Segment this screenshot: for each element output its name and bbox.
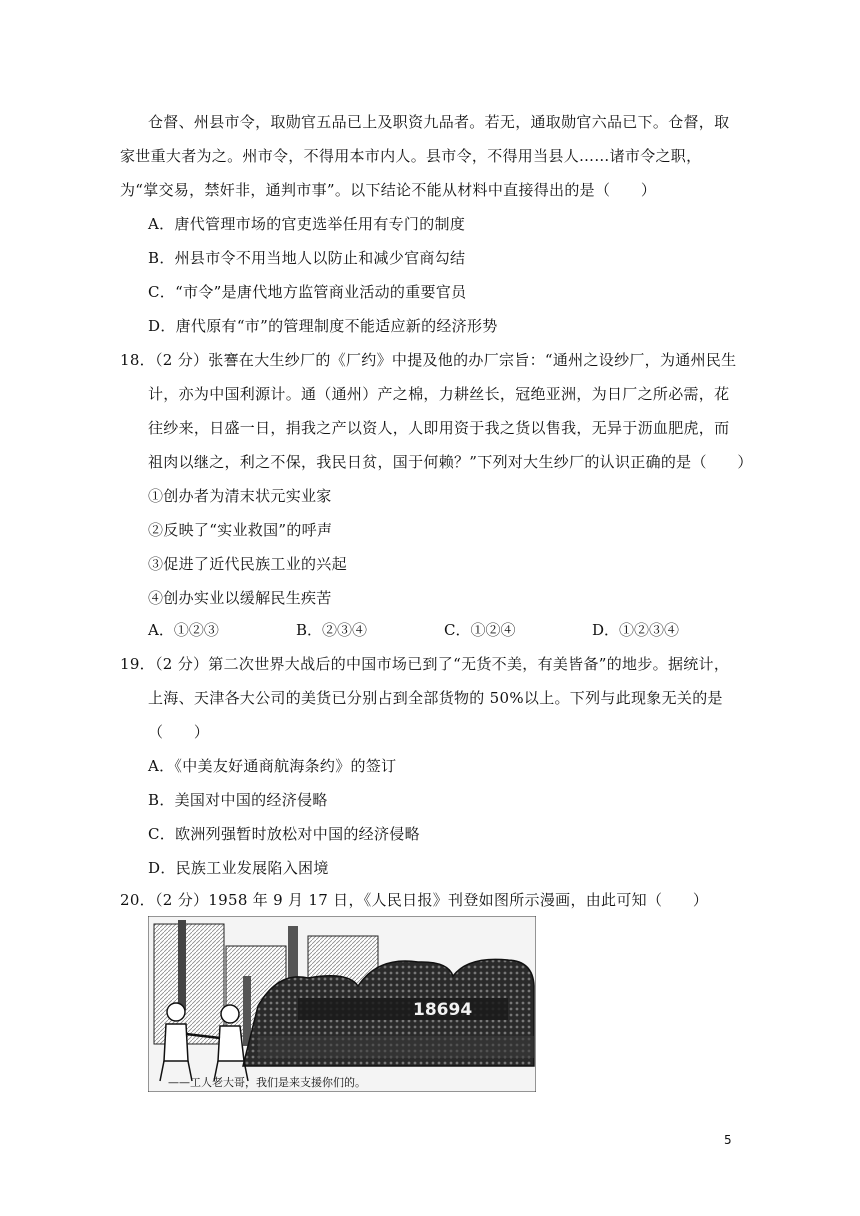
choice-c: C．①②④	[444, 621, 516, 639]
question-19-stem: 上海、天津各大公司的美货已分别占到全部货物的 50%以上。下列与此现象无关的是	[148, 689, 723, 707]
cartoon-banner-number: 18694	[413, 1000, 473, 1020]
option-d: D．民族工业发展陷入困境	[148, 859, 329, 877]
option-a: A．《中美友好通商航海条约》的签订	[148, 757, 397, 775]
choice-b: B．②③④	[296, 621, 368, 639]
question-20-stem: 20．（2 分）1958 年 9 月 17 日，《人民日报》刊登如图所示漫画，由此可知（ ）	[120, 891, 709, 909]
passage-line: 为“掌交易，禁奸非，通判市事”。以下结论不能从材料中直接得出的是（ ）	[120, 181, 657, 199]
option-b: B．州县市令不用当地人以防止和减少官商勾结	[148, 249, 466, 267]
passage-line: 仓督、州县市令，取勋官五品已上及职资九品者。若无，通取勋官六品已下。仓督，取	[148, 113, 730, 131]
choice-a: A．①②③	[148, 621, 219, 639]
option-c: C．“市令”是唐代地方监管商业活动的重要官员	[148, 283, 467, 301]
option-c: C．欧洲列强暂时放松对中国的经济侵略	[148, 825, 420, 843]
question-18-item: ②反映了“实业救国”的呼声	[148, 521, 333, 539]
question-18-stem: 计，亦为中国利源计。通（通州）产之棉，力耕丝长，冠绝亚洲，为日厂之所必需，花	[148, 385, 730, 403]
passage-line: 家世重大者为之。州市令，不得用本市内人。县市令，不得用当县人……诸市令之职，	[120, 147, 702, 165]
question-19-stem: （ ）	[148, 723, 210, 741]
question-18-stem: 祖肉以继之，利之不保，我民日贫，国于何赖？”下列对大生纱厂的认识正确的是（ ）	[148, 453, 753, 471]
option-d: D．唐代原有“市”的管理制度不能适应新的经济形势	[148, 317, 498, 335]
question-18-choices	[148, 620, 728, 640]
choice-d: D．①②③④	[592, 621, 680, 639]
question-18-item: ③促进了近代民族工业的兴起	[148, 555, 347, 573]
option-b: B．美国对中国的经济侵略	[148, 791, 328, 809]
page-number: 5	[724, 1133, 732, 1147]
question-18-stem: 18．（2 分）张謇在大生纱厂的《厂约》中提及他的办厂宗旨：“通州之设纱厂，为通州民生	[120, 351, 737, 369]
cartoon-caption: ——工人老大哥，我们是来支援你们的。	[168, 1076, 366, 1089]
question-18-stem: 往纱来，日盛一日，捐我之产以资人，人即用资于我之货以售我，无异于沥血肥虎，而	[148, 419, 730, 437]
question-18-item: ④创办实业以缓解民生疾苦	[148, 589, 332, 607]
cartoon-image	[148, 916, 536, 1092]
option-a: A．唐代管理市场的官吏选举任用有专门的制度	[148, 215, 466, 233]
question-18-item: ①创办者为清末状元实业家	[148, 487, 332, 505]
question-19-stem: 19．（2 分）第二次世界大战后的中国市场已到了“无货不美，有美皆备”的地步。据统计，	[120, 655, 730, 673]
